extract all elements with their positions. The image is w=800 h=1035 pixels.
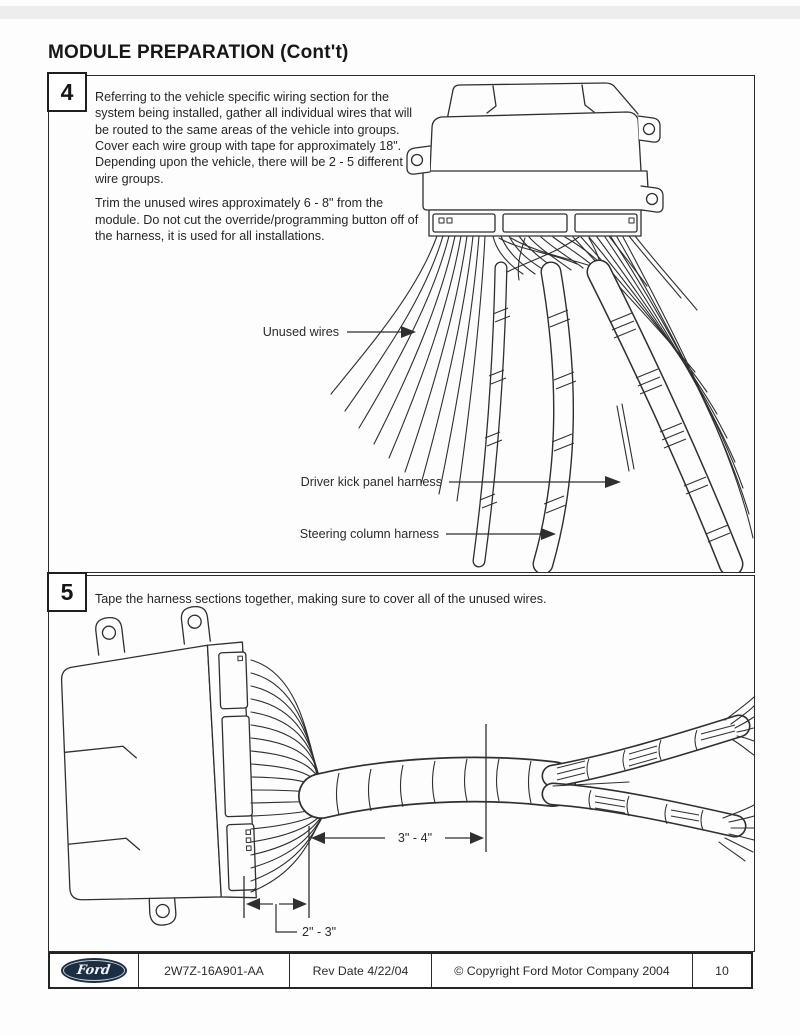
module-side-view [59, 605, 257, 928]
footer-table [48, 952, 753, 989]
footer-rev-date: Rev Date 4/22/04 [289, 954, 431, 987]
ford-logo-text: Ford [76, 963, 112, 978]
step5-diagram [49, 576, 754, 951]
step5-instruction-text: Tape the harness sections together, making sure to cover all of the unused wires. [95, 592, 547, 606]
dimension-2-3 [244, 876, 336, 939]
driver-kick-arrowhead [605, 476, 621, 488]
step4-paragraph-2: Trim the unused wires approximately 6 - 8" from the module. Do not cut the override/programming button off of the harness, it is used for all installations. [95, 196, 419, 243]
unused-wires-label: Unused wires [262, 325, 339, 339]
footer-copyright: © Copyright Ford Motor Company 2004 [431, 954, 692, 987]
scan-artifact-band [0, 6, 800, 19]
harness-branches [553, 697, 754, 861]
dimension-3-4-label: 3" - 4" [397, 831, 433, 845]
dimension-3-4 [309, 724, 486, 918]
module-line-art [407, 83, 663, 236]
step5-instructions [95, 591, 655, 615]
step4-paragraph-1: Referring to the vehicle specific wiring section for the system being installed, gather all individual wires that will be routed to the same areas of the vehicle into groups. Cover each wire group with tape for approximately 18". Depending upon the vehicle, there will be 2 - 5 different wire groups. [95, 90, 413, 186]
driver-kick-panel-harness-label: Driver kick panel harness [300, 475, 442, 489]
step5-number-badge: 5 [47, 572, 87, 612]
taped-harness-bundles [479, 268, 731, 564]
steering-column-harness-label: Steering column harness [299, 527, 439, 541]
ford-logo [61, 958, 127, 983]
footer-page-number: 10 [692, 954, 751, 987]
taped-main-harness [321, 759, 553, 815]
step4-section [48, 75, 755, 573]
step5-section [48, 575, 755, 952]
page-title: MODULE PREPARATION (Cont't) [48, 42, 349, 63]
dimension-2-3-label: 2" - 3" [302, 925, 337, 939]
step4-instructions [95, 89, 421, 252]
step4-number-badge: 4 [47, 72, 87, 112]
footer-logo-cell [50, 954, 138, 987]
footer-part-number: 2W7Z-16A901-AA [138, 954, 289, 987]
